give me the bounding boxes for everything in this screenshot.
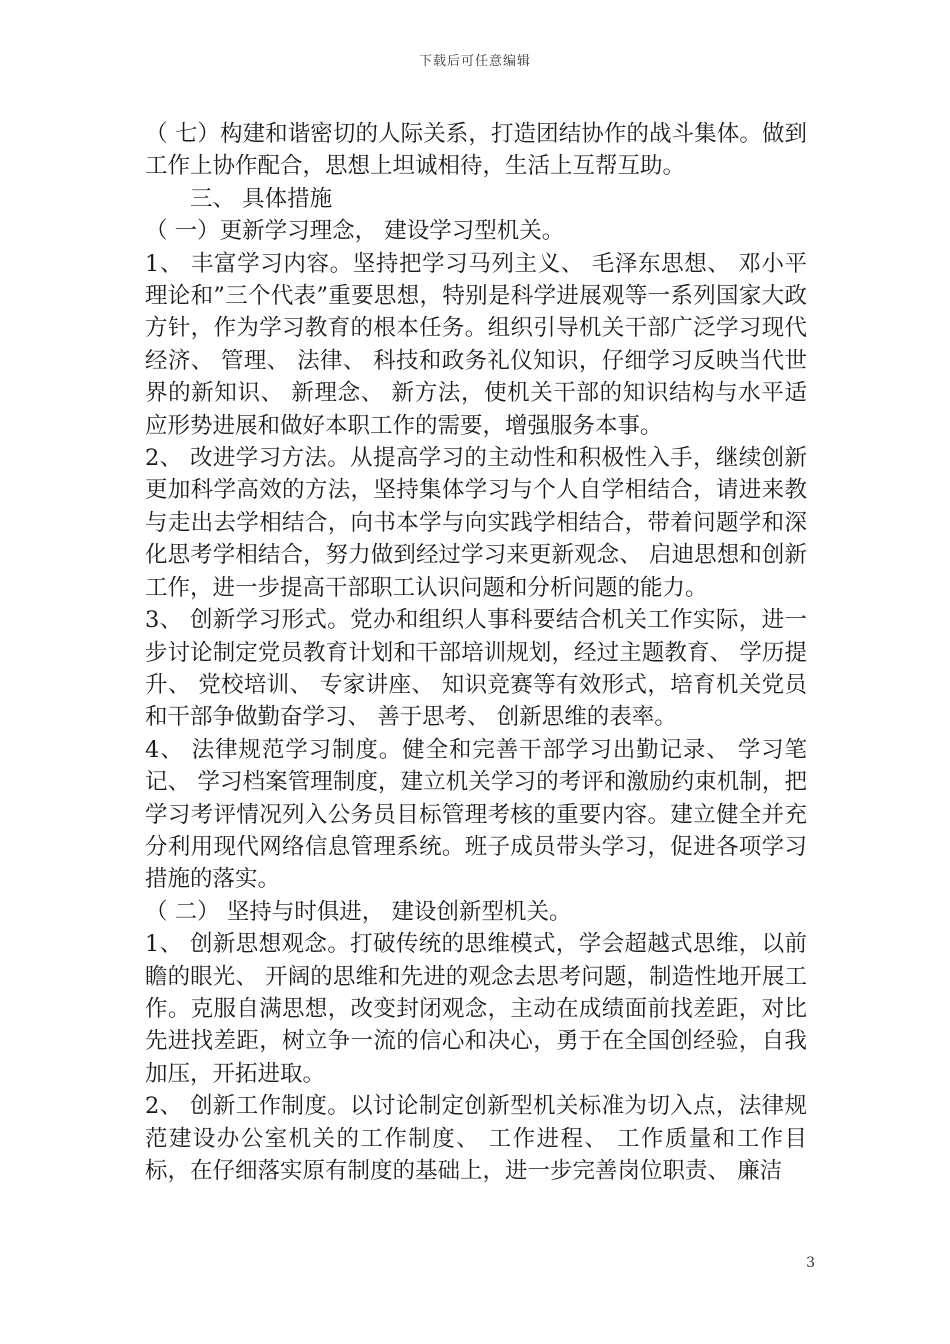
page-header-note: 下载后可任意编辑 bbox=[418, 54, 531, 69]
document-body bbox=[145, 118, 807, 1187]
paragraph-innovation-thinking: 1、 创新思想观念。打破传统的思维模式，学会超越式思维，以前瞻的眼光、 开阔的思维和先进的观念去思考问题，制造性地开展工作。克服自满思想，改变封闭观念，主动在成绩面前找差距，对比先进找差距，树立争一流的信心和决心，勇于在全国创经验，自我加压，开拓进取。 bbox=[145, 931, 807, 1087]
paragraph-learning-method: 2、 改进学习方法。从提高学习的主动性和积极性入手，继续创新更加科学高效的方法，坚持集体学习与个人自学相结合，请进来教与走出去学相结合，向书本学与向实践学相结合，带着问题学和深化思考学相结合，努力做到经过学习来更新观念、 启迪思想和创新工作，进一步提高干部职工认识问题和分析问题的能力。 bbox=[145, 445, 807, 601]
paragraph-innovation-system: 2、 创新工作制度。以讨论制定创新型机关标准为切入点，法律规范建设办公室机关的工作制度、 工作进程、 工作质量和工作目标，在仔细落实原有制度的基础上，进一步完善岗位职责、 廉洁 bbox=[145, 1093, 807, 1184]
paragraph-learning-content: 1、 丰富学习内容。坚持把学习马列主义、 毛泽东思想、 邓小平理论和”三个代表”重要思想，特别是科学进展观等一系列国家大政方针，作为学习教育的根本任务。组织引导机关干部广泛学习现代经济、 管理、 法律、 科技和政务礼仪知识，仔细学习反映当代世界的新知识、 新理念、 新方法，使机关干部的知识结构与水平适应形势进展和做好本职工作的需要，增强服务本事。 bbox=[145, 250, 807, 439]
subsection-heading-innovation: （ 二） 坚持与时俱进， 建设创新型机关。 bbox=[145, 898, 572, 925]
paragraph-learning-form: 3、 创新学习形式。党办和组织人事科要结合机关工作实际，进一步讨论制定党员教育计划和干部培训规划，经过主题教育、 学历提升、 党校培训、 专家讲座、 知识竞赛等有效形式，培育机关党员和干部争做勤奋学习、 善于思考、 创新思维的表率。 bbox=[145, 607, 807, 731]
page-number: 3 bbox=[806, 1255, 815, 1271]
subsection-heading-learning: （ 一）更新学习理念， 建设学习型机关。 bbox=[145, 218, 565, 245]
paragraph-learning-system: 4、 法律规范学习制度。健全和完善干部学习出勤记录、 学习笔记、 学习档案管理制度，建立机关学习的考评和激励约束机制，把学习考评情况列入公务员目标管理考核的重要内容。建立健全并充分利用现代网络信息管理系统。班子成员带头学习，促进各项学习措施的落实。 bbox=[145, 736, 807, 893]
section-heading-measures: 三、 具体措施 bbox=[190, 185, 333, 212]
paragraph-harmony: （ 七）构建和谐密切的人际关系，打造团结协作的战斗集体。做到工作上协作配合，思想上坦诚相待，生活上互帮互助。 bbox=[145, 121, 807, 180]
